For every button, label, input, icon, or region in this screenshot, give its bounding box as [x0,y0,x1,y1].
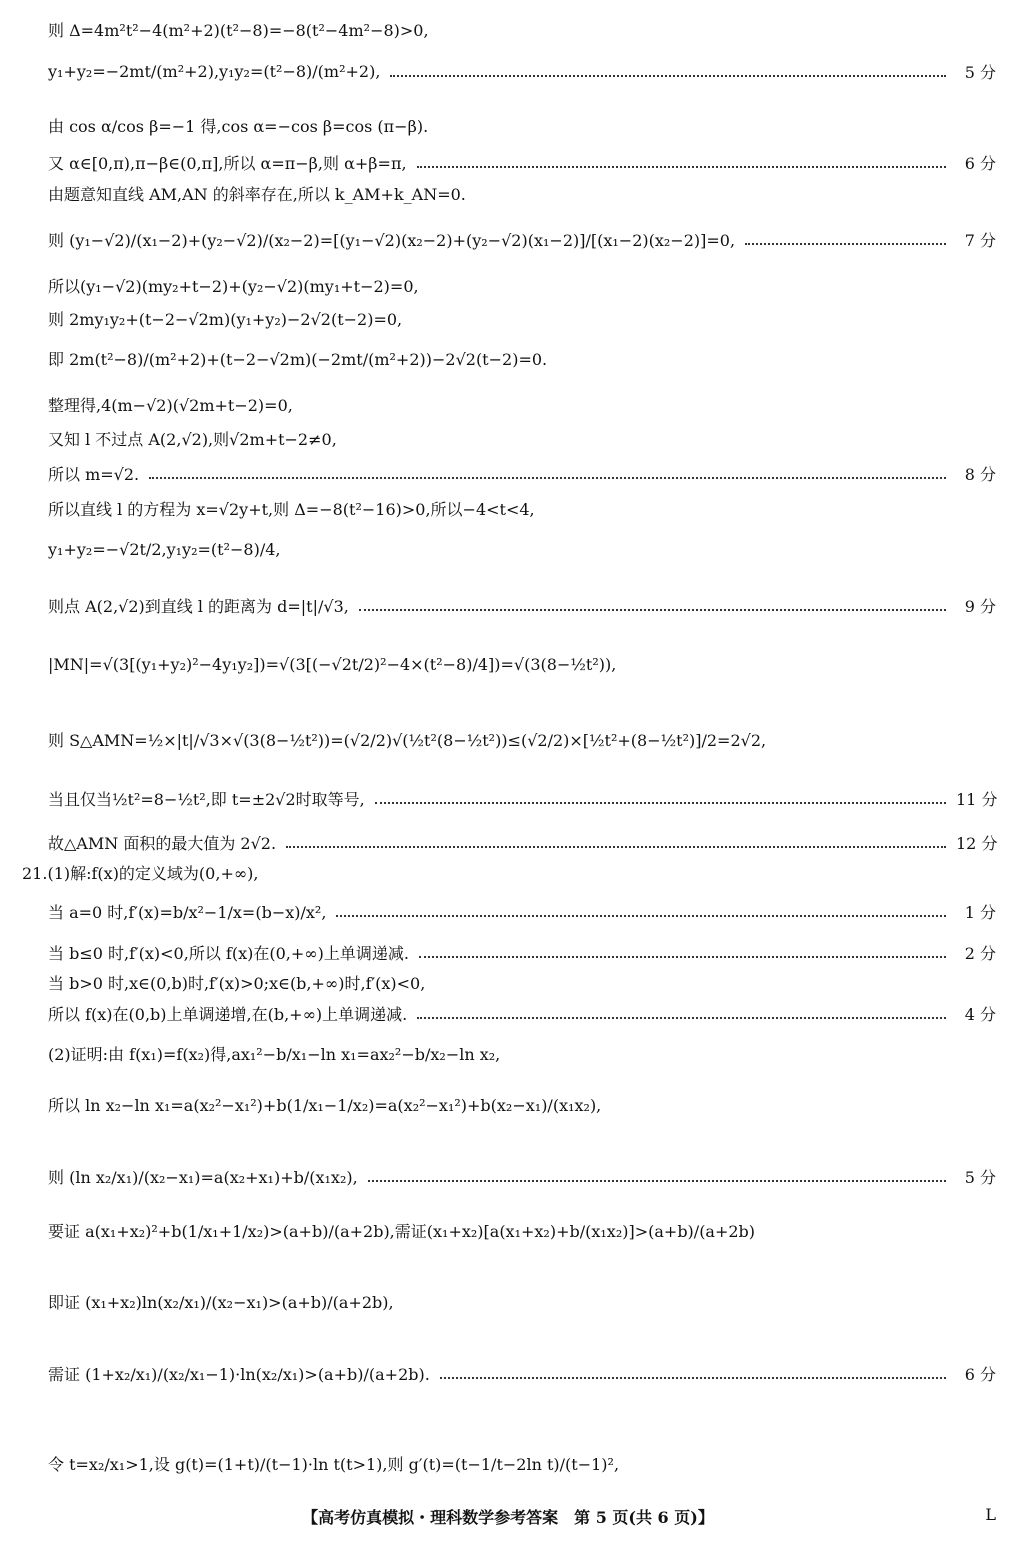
solution-line: 当且仅当½t²=8−½t²,即 t=±2√2时取等号, 11 分 [48,787,996,810]
score-mark: 6 分 [964,1365,996,1384]
score-mark: 4 分 [964,1005,996,1024]
score-mark: 7 分 [964,231,996,250]
score-mark: 2 分 [964,944,996,963]
solution-line: 所以 m=√2. 8 分 [48,462,996,485]
score-mark: 6 分 [964,154,996,173]
solution-line: 整理得,4(m−√2)(√2m+t−2)=0, [48,396,293,415]
score-mark: 1 分 [964,903,996,922]
dot-leader [419,956,946,958]
solution-line: 当 a=0 时,f′(x)=b/x²−1/x=(b−x)/x², 1 分 [48,900,996,923]
solution-line: 所以(y₁−√2)(my₂+t−2)+(y₂−√2)(my₁+t−2)=0, [48,277,419,296]
solution-line: |MN|=√(3[(y₁+y₂)²−4y₁y₂])=√(3[(−√2t/2)²−4×(t²−8)/4])=√(3(8−½t²)), [48,655,617,674]
solution-line: 则 (ln x₂/x₁)/(x₂−x₁)=a(x₂+x₁)+b/(x₁x₂), 5 分 [48,1165,996,1188]
solution-line: 令 t=x₂/x₁>1,设 g(t)=(1+t)/(t−1)·ln t(t>1),则 g′(t)=(t−1/t−2ln t)/(t−1)², [48,1455,620,1474]
dot-leader [368,1180,946,1182]
solution-line: 所以直线 l 的方程为 x=√2y+t,则 Δ=−8(t²−16)>0,所以−4<t<4, [48,500,535,519]
solution-line: 即证 (x₁+x₂)ln(x₂/x₁)/(x₂−x₁)>(a+b)/(a+2b), [48,1293,394,1312]
solution-line: 需证 (1+x₂/x₁)/(x₂/x₁−1)·ln(x₂/x₁)>(a+b)/(a+2b). 6 分 [48,1362,996,1385]
score-mark: 8 分 [964,465,996,484]
solution-line: 则点 A(2,√2)到直线 l 的距离为 d=|t|/√3, 9 分 [48,594,996,617]
solution-line: (2)证明:由 f(x₁)=f(x₂)得,ax₁²−b/x₁−ln x₁=ax₂²−b/x₂−ln x₂, [48,1045,501,1064]
solution-line: 当 b>0 时,x∈(0,b)时,f′(x)>0;x∈(b,+∞)时,f′(x)<0, [48,974,426,993]
dot-leader [286,846,946,848]
dot-leader [375,802,946,804]
dot-leader [745,243,946,245]
score-mark: 5 分 [964,1168,996,1187]
dot-leader [359,609,946,611]
solution-line: 故△AMN 面积的最大值为 2√2. 12 分 [48,831,996,854]
solution-line: 则 S△AMN=½×|t|/√3×√(3(8−½t²))=(√2/2)√(½t²(8−½t²))≤(√2/2)×[½t²+(8−½t²)]/2=2√2, [48,731,767,750]
solution-line: 则 2my₁y₂+(t−2−√2m)(y₁+y₂)−2√2(t−2)=0, [48,310,403,329]
dot-leader [390,75,946,77]
score-mark: 5 分 [964,63,996,82]
solution-line: 则 (y₁−√2)/(x₁−2)+(y₂−√2)/(x₂−2)=[(y₁−√2)(x₂−2)+(y₂−√2)(x₁−2)]/[(x₁−2)(x₂−2)]=0, 7 分 [48,228,996,251]
score-mark: 9 分 [964,597,996,616]
solution-line: 即 2m(t²−8)/(m²+2)+(t−2−√2m)(−2mt/(m²+2))−2√2(t−2)=0. [48,350,548,369]
dot-leader [149,477,946,479]
solution-line: y₁+y₂=−√2t/2,y₁y₂=(t²−8)/4, [48,540,281,559]
dot-leader [440,1377,946,1379]
dot-leader [417,166,946,168]
solution-line: 所以 f(x)在(0,b)上单调递增,在(b,+∞)上单调递减. 4 分 [48,1002,996,1025]
solution-line: 又 α∈[0,π),π−β∈(0,π],所以 α=π−β,则 α+β=π, 6 分 [48,151,996,174]
corner-mark: L [985,1505,996,1524]
solution-line: 当 b≤0 时,f′(x)<0,所以 f(x)在(0,+∞)上单调递减. 2 分 [48,941,996,964]
page-footer: 【高考仿真模拟・理科数学参考答案 第 5 页(共 6 页)】 [302,1508,714,1527]
solution-line: 由 cos α/cos β=−1 得,cos α=−cos β=cos (π−β). [48,117,429,136]
solution-line: 则 Δ=4m²t²−4(m²+2)(t²−8)=−8(t²−4m²−8)>0, [48,21,429,40]
solution-line: 由题意知直线 AM,AN 的斜率存在,所以 k_AM+k_AN=0. [48,185,466,204]
score-mark: 11 分 [956,790,998,809]
solution-line: 所以 ln x₂−ln x₁=a(x₂²−x₁²)+b(1/x₁−1/x₂)=a(x₂²−x₁²)+b(x₂−x₁)/(x₁x₂), [48,1096,602,1115]
score-mark: 12 分 [956,834,998,853]
solution-line: 要证 a(x₁+x₂)²+b(1/x₁+1/x₂)>(a+b)/(a+2b),需证(x₁+x₂)[a(x₁+x₂)+b/(x₁x₂)]>(a+b)/(a+2b) [48,1222,756,1241]
dot-leader [336,915,946,917]
dot-leader [417,1017,946,1019]
solution-line: 又知 l 不过点 A(2,√2),则√2m+t−2≠0, [48,430,337,449]
solution-line: 21.(1)解:f(x)的定义域为(0,+∞), [22,864,259,883]
solution-line: y₁+y₂=−2mt/(m²+2),y₁y₂=(t²−8)/(m²+2), 5 分 [48,62,996,82]
